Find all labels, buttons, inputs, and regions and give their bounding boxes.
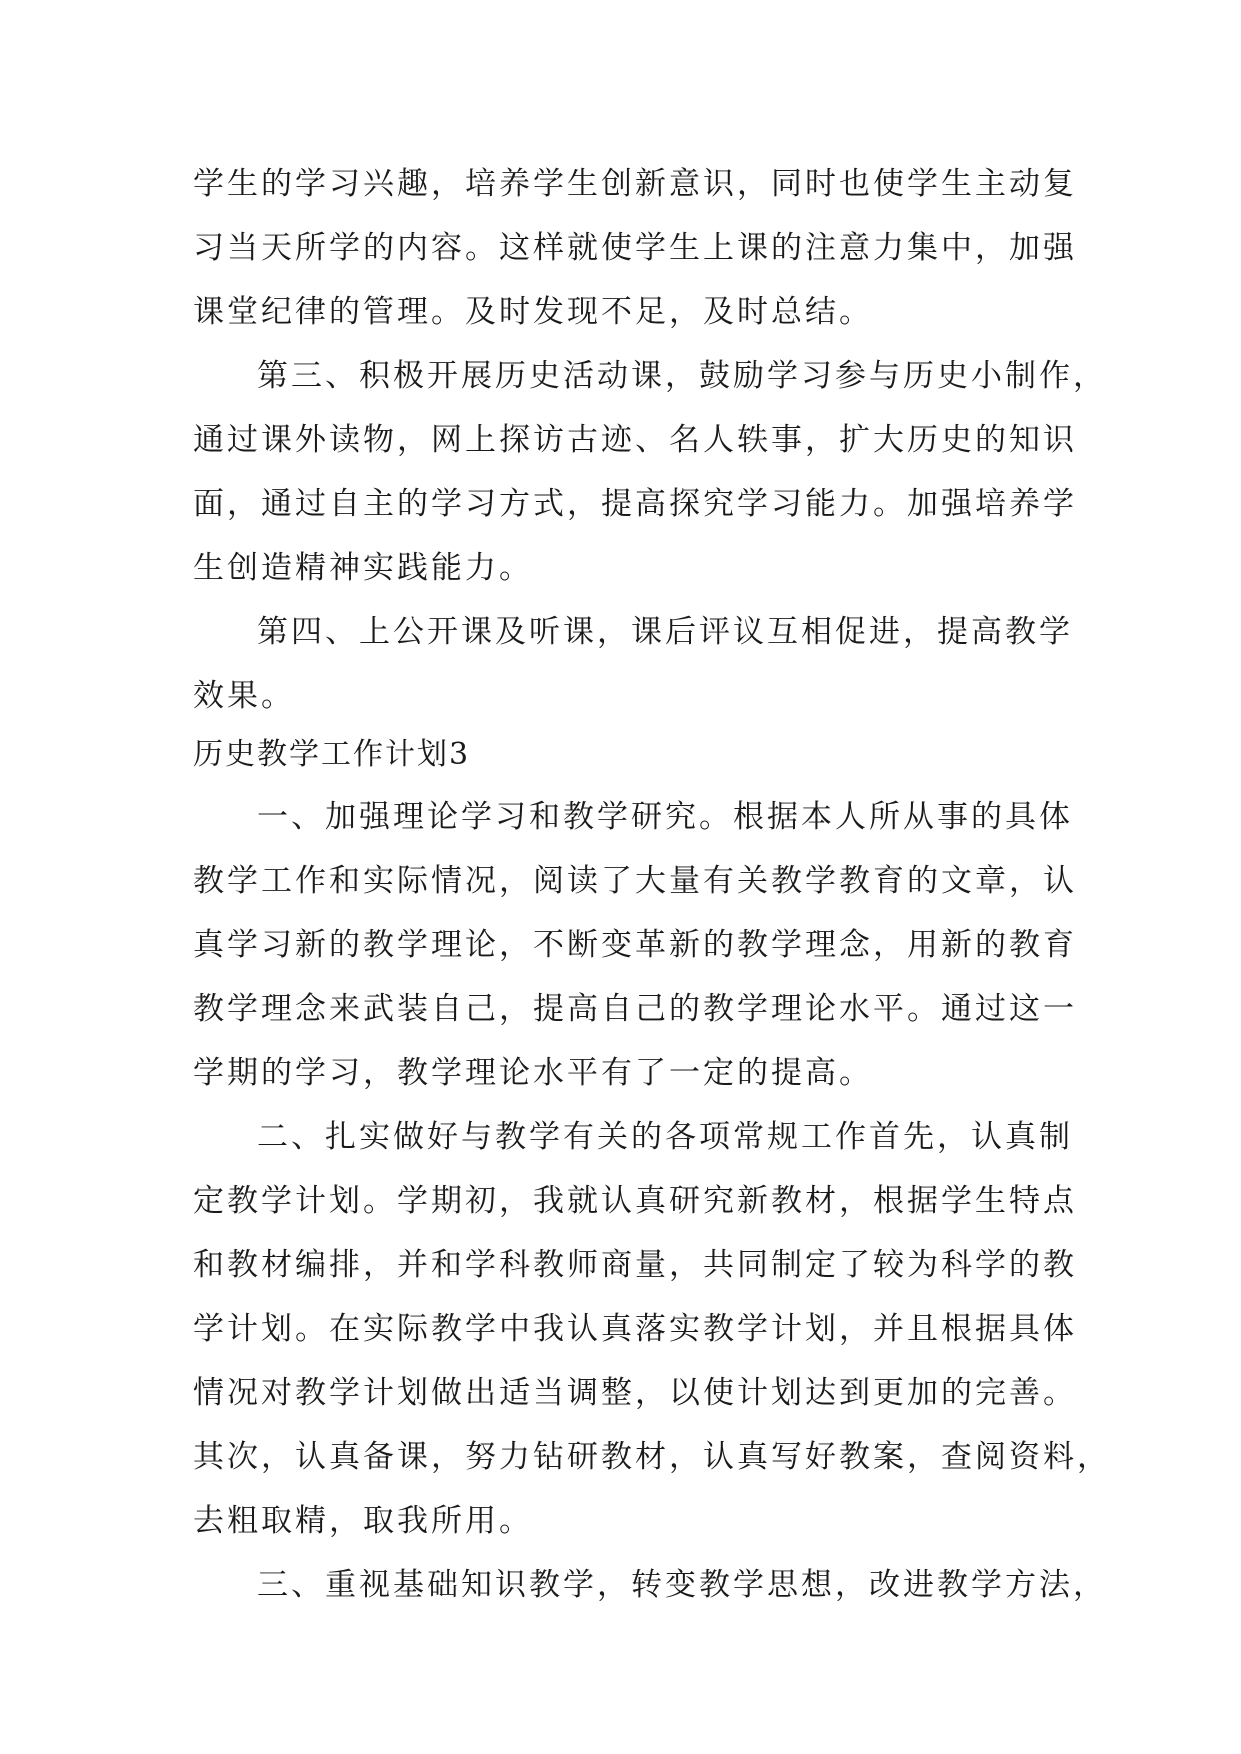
text-line: 真学习新的教学理论，不断变革新的教学理念，用新的教育 <box>193 927 1077 963</box>
text-line: 习当天所学的内容。这样就使学生上课的注意力集中，加强 <box>193 230 1077 266</box>
paragraph-start-line: 三、重视基础知识教学，转变教学思想，改进教学方法， <box>257 1567 1107 1603</box>
text-line: 效果。 <box>193 678 295 714</box>
text-line: 去粗取精，取我所用。 <box>193 1503 533 1539</box>
paragraph-start-line: 第四、上公开课及听课，课后评议互相促进，提高教学 <box>257 614 1073 650</box>
paragraph-block-top <box>193 152 1107 728</box>
text-line: 和教材编排，并和学科教师商量，共同制定了较为科学的教 <box>193 1247 1077 1283</box>
text-line: 学期的学习，教学理论水平有了一定的提高。 <box>193 1055 873 1091</box>
text-line: 教学工作和实际情况，阅读了大量有关教学教育的文章，认 <box>193 863 1077 899</box>
section-title: 历史教学工作计划3 <box>193 737 471 772</box>
paragraph-start-line: 一、加强理论学习和教学研究。根据本人所从事的具体 <box>257 799 1073 835</box>
paragraph-block-bottom <box>193 785 1111 1617</box>
text-line: 学生的学习兴趣，培养学生创新意识，同时也使学生主动复 <box>193 166 1077 202</box>
text-line: 学计划。在实际教学中我认真落实教学计划，并且根据具体 <box>193 1311 1077 1347</box>
text-line: 生创造精神实践能力。 <box>193 550 533 586</box>
text-line: 定教学计划。学期初，我就认真研究新教材，根据学生特点 <box>193 1183 1077 1219</box>
text-line: 通过课外读物，网上探访古迹、名人轶事，扩大历史的知识 <box>193 422 1077 458</box>
text-line: 其次，认真备课，努力钻研教材，认真写好教案，查阅资料， <box>193 1439 1111 1475</box>
text-line: 课堂纪律的管理。及时发现不足，及时总结。 <box>193 294 873 330</box>
paragraph-start-line: 第三、积极开展历史活动课，鼓励学习参与历史小制作， <box>257 358 1107 394</box>
text-line: 情况对教学计划做出适当调整，以使计划达到更加的完善。 <box>193 1375 1077 1411</box>
paragraph-start-line: 二、扎实做好与教学有关的各项常规工作首先，认真制 <box>257 1119 1073 1155</box>
text-line: 教学理念来武装自己，提高自己的教学理论水平。通过这一 <box>193 991 1077 1027</box>
text-line: 面，通过自主的学习方式，提高探究学习能力。加强培养学 <box>193 486 1077 522</box>
